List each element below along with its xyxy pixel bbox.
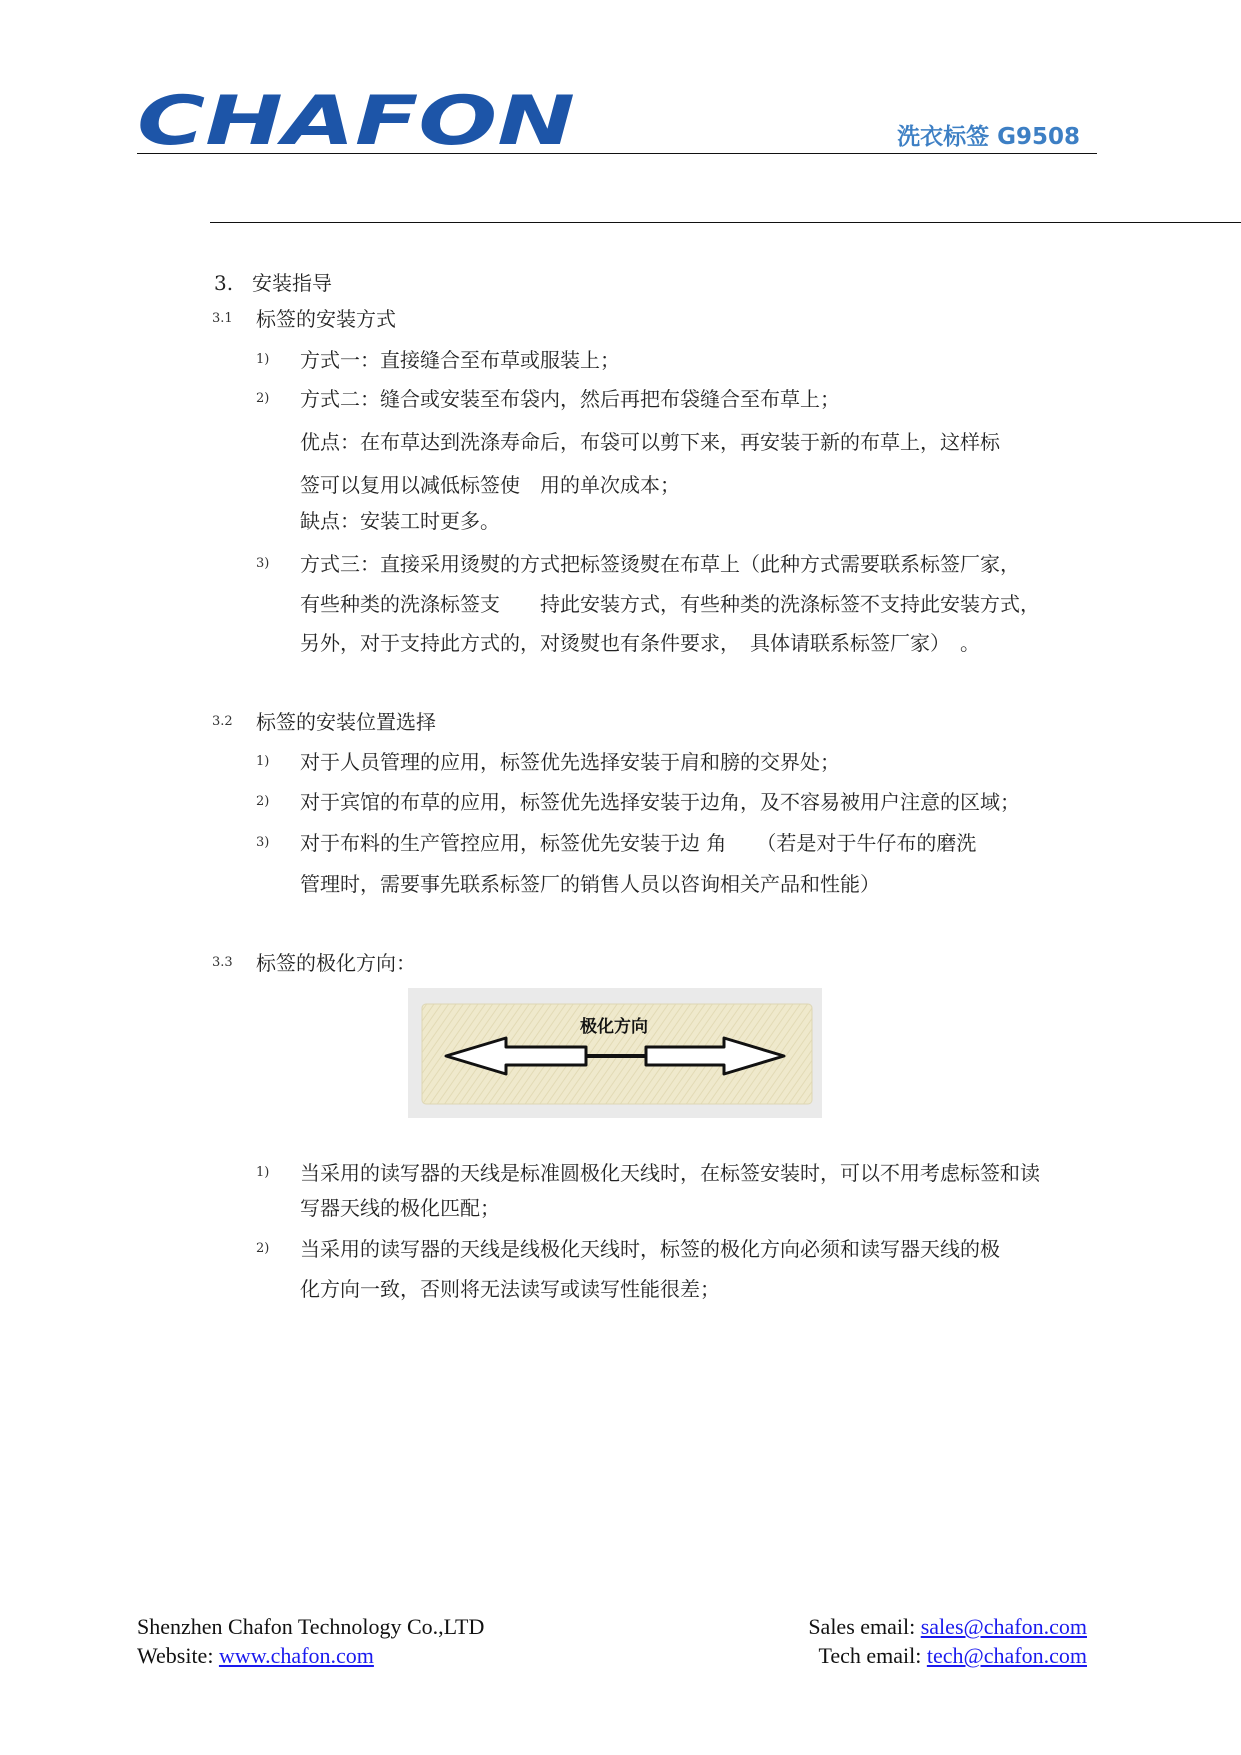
list-item: 化方向一致，否则将无法读写或读写性能很差； [300,1277,720,1301]
sales-label: Sales email: [808,1614,921,1639]
list-item: 对于人员管理的应用，标签优先选择安装于肩和膀的交界处； [300,750,840,774]
list-number: 1) [256,352,270,367]
subsection-title: 标签的安装位置选择 [256,710,436,734]
list-item: 写器天线的极化匹配； [300,1196,500,1220]
list-item: 当采用的读写器的天线是线极化天线时，标签的极化方向必须和读写器天线的极 [300,1237,1000,1261]
logo-wordmark: CHAFON [137,88,575,150]
footer-tech [818,1641,1087,1671]
list-number: 3) [256,556,270,571]
list-number: 1) [256,1165,270,1180]
website-label: Website: [137,1643,219,1668]
section-divider [210,222,1241,223]
list-item: 管理时，需要事先联系标签厂的销售人员以咨询相关产品和性能） [300,872,880,896]
header-divider [137,153,1097,154]
list-item: 另外，对于支持此方式的，对烫熨也有条件要求， 具体请联系标签厂家） 。 [300,631,980,655]
subsection-title: 标签的安装方式 [256,307,396,331]
list-item: 对于布料的生产管控应用，标签优先安装于边 角 （若是对于牛仔布的磨洗 [300,831,977,855]
polarization-figure [408,988,822,1118]
subsection-number: 3.2 [212,714,233,729]
tech-email-link[interactable]: tech@chafon.com [926,1643,1087,1668]
advantage-text: 优点：在布草达到洗涤寿命后，布袋可以剪下来，再安装于新的布草上，这样标 [300,430,1000,454]
section-heading: 安装指导 [252,271,332,295]
subsection-title: 标签的极化方向： [256,951,416,975]
list-item: 方式一：直接缝合至布草或服装上； [300,348,620,372]
advantage-text: 签可以复用以减低标签使 用的单次成本； [300,473,680,497]
list-number: 1) [256,754,270,769]
chafon-logo [137,88,577,150]
tech-label: Tech email: [818,1643,927,1668]
website-link[interactable]: www.chafon.com [218,1643,374,1668]
list-number: 2) [256,1241,270,1256]
figure-label: 极化方向 [580,1017,648,1037]
footer-website [137,1641,374,1671]
list-number: 3) [256,835,270,850]
sales-email-link[interactable]: sales@chafon.com [920,1614,1087,1639]
section-number: 3. [214,271,234,295]
disadvantage-text: 缺点：安装工时更多。 [300,509,500,533]
document-title: 洗衣标签 G9508 [897,124,1080,150]
footer-company: Shenzhen Chafon Technology Co.,LTD [137,1614,485,1639]
list-number: 2) [256,794,270,809]
subsection-number: 3.1 [212,311,233,326]
list-item: 方式三：直接采用烫熨的方式把标签烫熨在布草上（此种方式需要联系标签厂家， [300,552,1020,576]
list-item: 有些种类的洗涤标签支 持此安装方式，有些种类的洗涤标签不支持此安装方式， [300,592,1040,616]
subsection-number: 3.3 [212,955,233,970]
list-number: 2) [256,391,270,406]
list-item: 当采用的读写器的天线是标准圆极化天线时，在标签安装时，可以不用考虑标签和读 [300,1161,1040,1185]
list-item: 方式二：缝合或安装至布袋内，然后再把布袋缝合至布草上； [300,387,840,411]
footer-sales [808,1612,1087,1642]
list-item: 对于宾馆的布草的应用，标签优先选择安装于边角，及不容易被用户注意的区域； [300,790,1020,814]
